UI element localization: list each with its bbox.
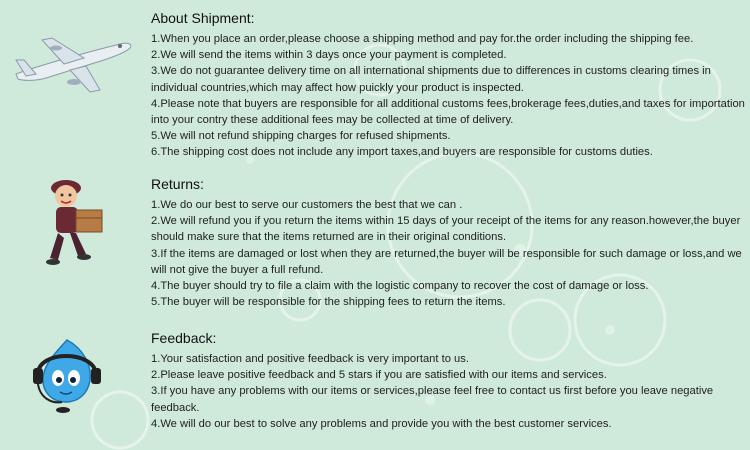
- shipment-item: 2.We will send the items within 3 days once your payment is completed.: [151, 49, 507, 62]
- shipment-item: 4.Please note that buyers are responsible for all additional customs fees,brokerage fees,duties,and taxes for importation into your contry these additional fees may be collected at time of delivery.: [151, 97, 745, 127]
- returns-item: 4.The buyer should try to file a claim with the logistic company to recover the cost of damage or loss.: [151, 280, 649, 293]
- returns-item: 5.The buyer will be responsible for the shipping fees to return the items.: [151, 296, 506, 309]
- returns-item: 1.We do our best to serve our customers the best that we can .: [151, 199, 463, 211]
- feedback-heading: Feedback:: [151, 330, 217, 346]
- shipment-item: 6.The shipping cost does not include any import taxes,and buyers are responsible for customs duties.: [151, 146, 653, 159]
- returns-section: [151, 176, 747, 310]
- returns-item: 2.We will refund you if you return the items within 15 days of your receipt of the items for any reason.however,the buyer should make sure that the items returned are in their original conditions.: [151, 215, 741, 244]
- feedback-item: 1.Your satisfaction and positive feedback is very important to us.: [151, 353, 469, 365]
- delivery-man-icon: [40, 172, 112, 268]
- shipment-item: 5.We will not refund shipping charges for refused shipments.: [151, 130, 451, 143]
- airplane-icon: [12, 34, 134, 94]
- shipment-item: 1.When you place an order,please choose a shipping method and pay for.the order including the shipping fee.: [151, 33, 694, 45]
- shipment-section: [151, 10, 747, 161]
- shipment-item: 3.We do not guarantee delivery time on all international shipments due to differences in customs clearing times in individual countries,which may affect how puickly your product is inspected.: [151, 65, 711, 94]
- headset-mascot-icon: [30, 332, 104, 414]
- shipment-heading: About Shipment:: [151, 10, 255, 26]
- feedback-item: 3.If you have any problems with our items or services,please feel free to contact us first before you leave negative feedback.: [151, 385, 714, 414]
- feedback-section: [151, 330, 747, 432]
- feedback-item: 4.We will do our best to solve any problems and provide you with the best customer services.: [151, 417, 612, 430]
- returns-heading: Returns:: [151, 176, 204, 192]
- returns-item: 3.If the items are damaged or lost when they are returned,the buyer will be responsible for such damage or loss,and we will not give the buyer a full refund.: [151, 247, 742, 276]
- feedback-item: 2.Please leave positive feedback and 5 stars if you are satisfied with our items and services.: [151, 369, 607, 382]
